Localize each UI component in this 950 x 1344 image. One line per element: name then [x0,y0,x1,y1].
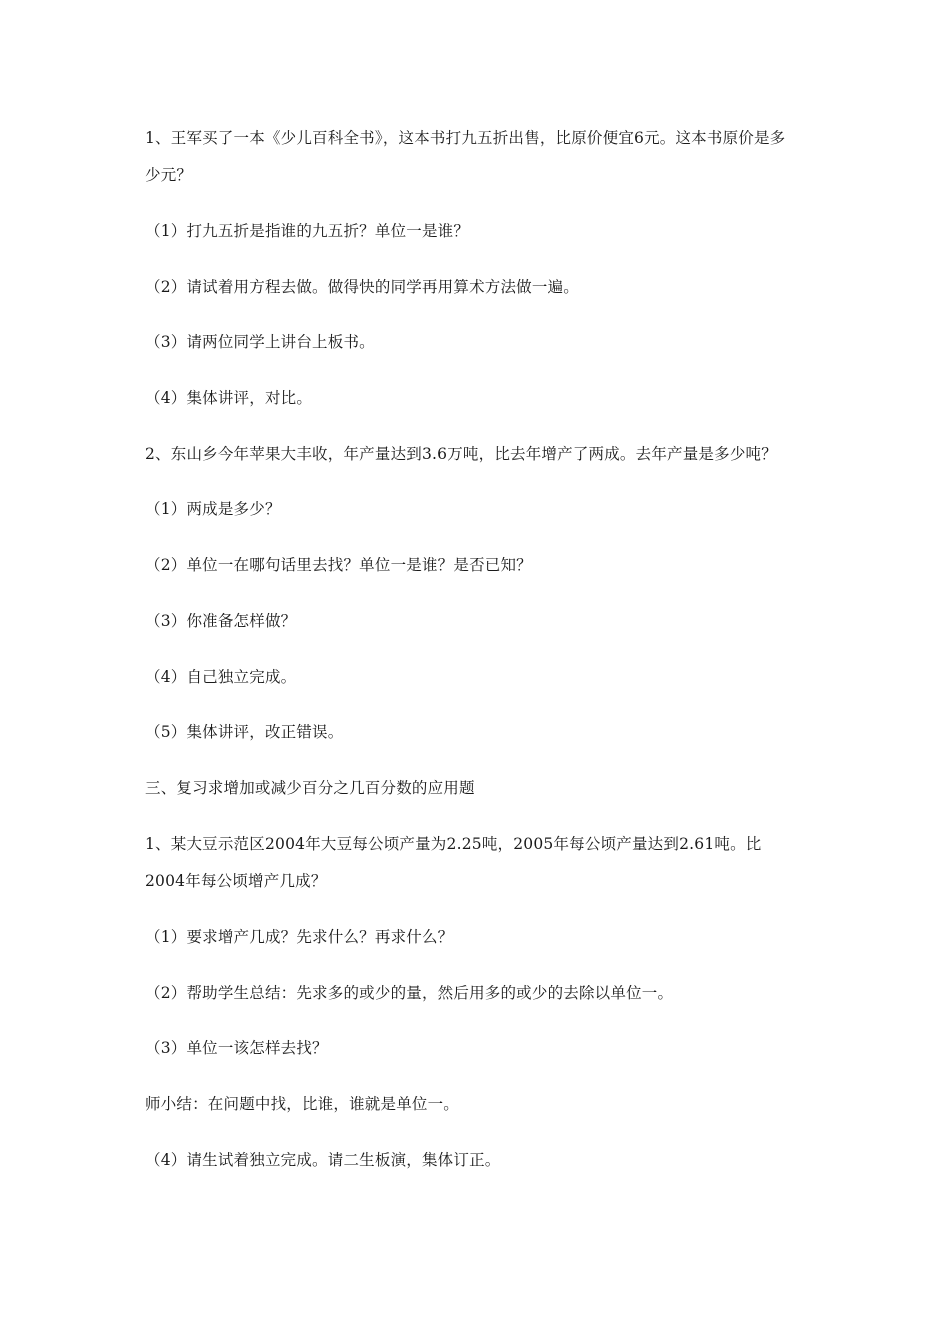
question-2-step-1: （1）两成是多少？ [145,500,281,518]
question-3-step-4: （4）请生试着独立完成。请二生板演，集体订正。 [145,1151,501,1169]
question-1-text-line-1: 1、王军买了一本《少儿百科全书》，这本书打九五折出售，比原价便宜6元。这本书原价是多 [145,129,786,147]
question-1-step-3: （3）请两位同学上讲台上板书。 [145,333,375,351]
question-3-step-3: （3）单位一该怎样去找？ [145,1039,328,1057]
question-1-step-1: （1）打九五折是指谁的九五折？单位一是谁？ [145,222,470,240]
question-2-text: 2、东山乡今年苹果大丰收，年产量达到3.6万吨，比去年增产了两成。去年产量是多少吨？ [145,445,777,463]
question-2-step-3: （3）你准备怎样做？ [145,612,297,630]
question-2-step-4: （4）自己独立完成。 [145,668,297,686]
section-3-heading: 三、复习求增加或减少百分之几百分数的应用题 [145,779,475,797]
question-3-text-line-1: 1、某大豆示范区2004年大豆每公顷产量为2.25吨，2005年每公顷产量达到2.61吨。比 [145,835,762,853]
question-2-step-2: （2）单位一在哪句话里去找？单位一是谁？是否已知？ [145,556,532,574]
question-1-text-line-2: 少元？ [145,166,193,184]
question-3-step-2: （2）帮助学生总结：先求多的或少的量，然后用多的或少的去除以单位一。 [145,984,674,1002]
question-3-step-1: （1）要求增产几成？先求什么？再求什么？ [145,928,454,946]
question-2-step-5: （5）集体讲评，改正错误。 [145,723,344,741]
teacher-summary: 师小结：在问题中找，比谁，谁就是单位一。 [145,1095,460,1113]
question-1-step-4: （4）集体讲评，对比。 [145,389,313,407]
question-1-step-2: （2）请试着用方程去做。做得快的同学再用算术方法做一遍。 [145,278,579,296]
question-3-text-line-2: 2004年每公顷增产几成？ [145,872,327,890]
